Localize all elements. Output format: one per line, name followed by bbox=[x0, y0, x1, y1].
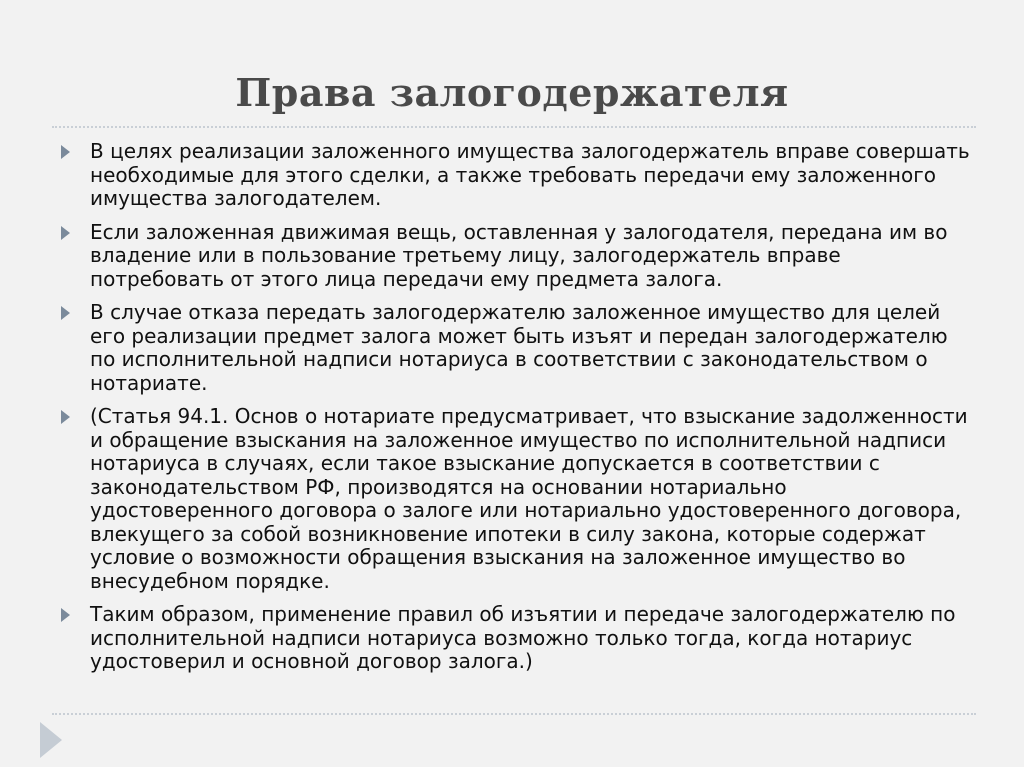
list-item bbox=[52, 140, 972, 211]
bullet-list bbox=[52, 140, 972, 684]
list-item bbox=[52, 603, 972, 674]
list-item-text: Таким образом, применение правил об изъятии и передаче залогодержателю по исполнительной надписи нотариуса возможно только тогда, когда нотариус удостоверил и основной договор залога.) bbox=[90, 602, 956, 673]
list-item-text: В целях реализации заложенного имущества залогодержатель вправе совершать необходимые для этого сделки, а также требовать передачи ему заложенного имущества залогодателем. bbox=[90, 139, 970, 210]
list-item-text: (Статья 94.1. Основ о нотариате предусматривает, что взыскание задолженности и обращение взыскания на заложенное имущество по исполнительной надписи нотариуса в случаях, если такое взыскание допускается в соответствии с законодательством РФ, производятся на основании нотариально удостоверенного договора о залоге или нотариально удостоверенного договора, влекущего за собой возникновение ипотеки в силу закона, которые содержат условие о возможности обращения взыскания на заложенное имущество во внесудебном порядке. bbox=[90, 404, 968, 593]
list-item bbox=[52, 221, 972, 292]
triangle-bullet-icon bbox=[58, 142, 74, 162]
triangle-bullet-icon bbox=[58, 605, 74, 625]
bottom-divider bbox=[52, 713, 976, 715]
triangle-arrow-icon bbox=[38, 720, 64, 760]
slide-title: Права залогодержателя bbox=[235, 70, 789, 115]
triangle-bullet-icon bbox=[58, 303, 74, 323]
list-item bbox=[52, 405, 972, 593]
list-item bbox=[52, 301, 972, 395]
list-item-text: Если заложенная движимая вещь, оставленная у залогодателя, передана им во владение или в пользование третьему лицу, залогодержатель вправе потребовать от этого лица передачи ему предмета залога. bbox=[90, 219, 948, 291]
triangle-bullet-icon bbox=[58, 407, 74, 427]
triangle-bullet-icon bbox=[58, 223, 74, 243]
list-item-text: В случае отказа передать залогодержателю заложенное имущество для целей его реализации предмет залога может быть изъят и передан залогодержателю по исполнительной надписи нотариуса в соответствии с законодательством о нотариате. bbox=[90, 300, 948, 395]
top-divider bbox=[52, 126, 976, 128]
